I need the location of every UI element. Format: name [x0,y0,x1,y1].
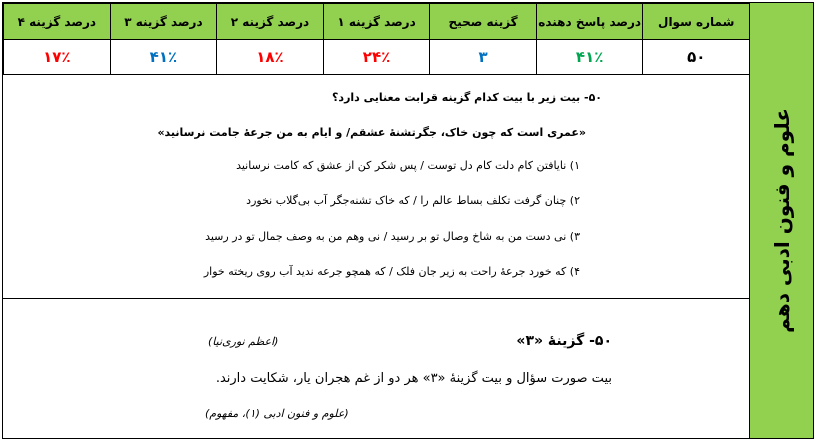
option-4: ۴) که خورد جرعهٔ راحت به زیر جان فلک / که همچو جرعه ندید آب روی ریخته خوار [203,265,580,278]
header-option2-percent: درصد گزینه ۲ [217,4,324,40]
stats-value-row [4,40,750,75]
option-1: ۱) نایافتن کام دلت کام دل توست / پس شکر کن از عشق که کامت نرسانید [236,159,580,172]
option-2: ۲) چنان گرفت تکلف بساط عالم را / که خاک تشنه‌جگر آب بی‌گلاب نخورد [246,194,580,207]
stats-table [3,3,750,75]
question-card [2,2,814,439]
subject-title: علوم و فنون ادبی دهم [769,108,794,333]
stats-header-row [4,4,750,40]
content-area [3,3,750,438]
value-option4-percent: ۱۷٪ [4,40,111,75]
option-3: ۳) نی دست من به شاخ وصال تو بر رسید / نی وهم من به وصف جمال تو در رسید [205,230,580,243]
subject-sidebar [749,3,813,438]
value-correct-option: ۳ [430,40,537,75]
answer-section [3,299,750,440]
header-correct-option: گزینه صحیح [430,4,537,40]
question-title: ۵۰- بیت زیر با بیت کدام گزینه قرابت معنایی دارد؟ [332,91,602,104]
answer-author: (اعظم نوری‌نیا) [208,335,279,348]
question-verse: «عمری است که چون خاک، جگرتشنهٔ عشقم/ و ایام به من جرعهٔ جامت نرسانید» [157,126,586,139]
answer-title: ۵۰- گزینهٔ «۳» [516,333,612,349]
header-option1-percent: درصد گزینه ۱ [323,4,430,40]
question-section [3,74,750,299]
header-question-number: شماره سوال [643,4,750,40]
value-option3-percent: ۴۱٪ [110,40,217,75]
header-response-percent: درصد پاسخ دهنده [536,4,643,40]
value-question-number: ۵۰ [643,40,750,75]
answer-explanation: بیت صورت سؤال و بیت گزینهٔ «۳» هر دو از غم هجران یار، شکایت دارند. [215,371,612,386]
value-option1-percent: ۲۴٪ [323,40,430,75]
value-option2-percent: ۱۸٪ [217,40,324,75]
value-response-percent: ۴۱٪ [536,40,643,75]
answer-source: (علوم و فنون ادبی (۱)، مفهوم) [205,407,349,420]
header-option4-percent: درصد گزینه ۴ [4,4,111,40]
header-option3-percent: درصد گزینه ۳ [110,4,217,40]
